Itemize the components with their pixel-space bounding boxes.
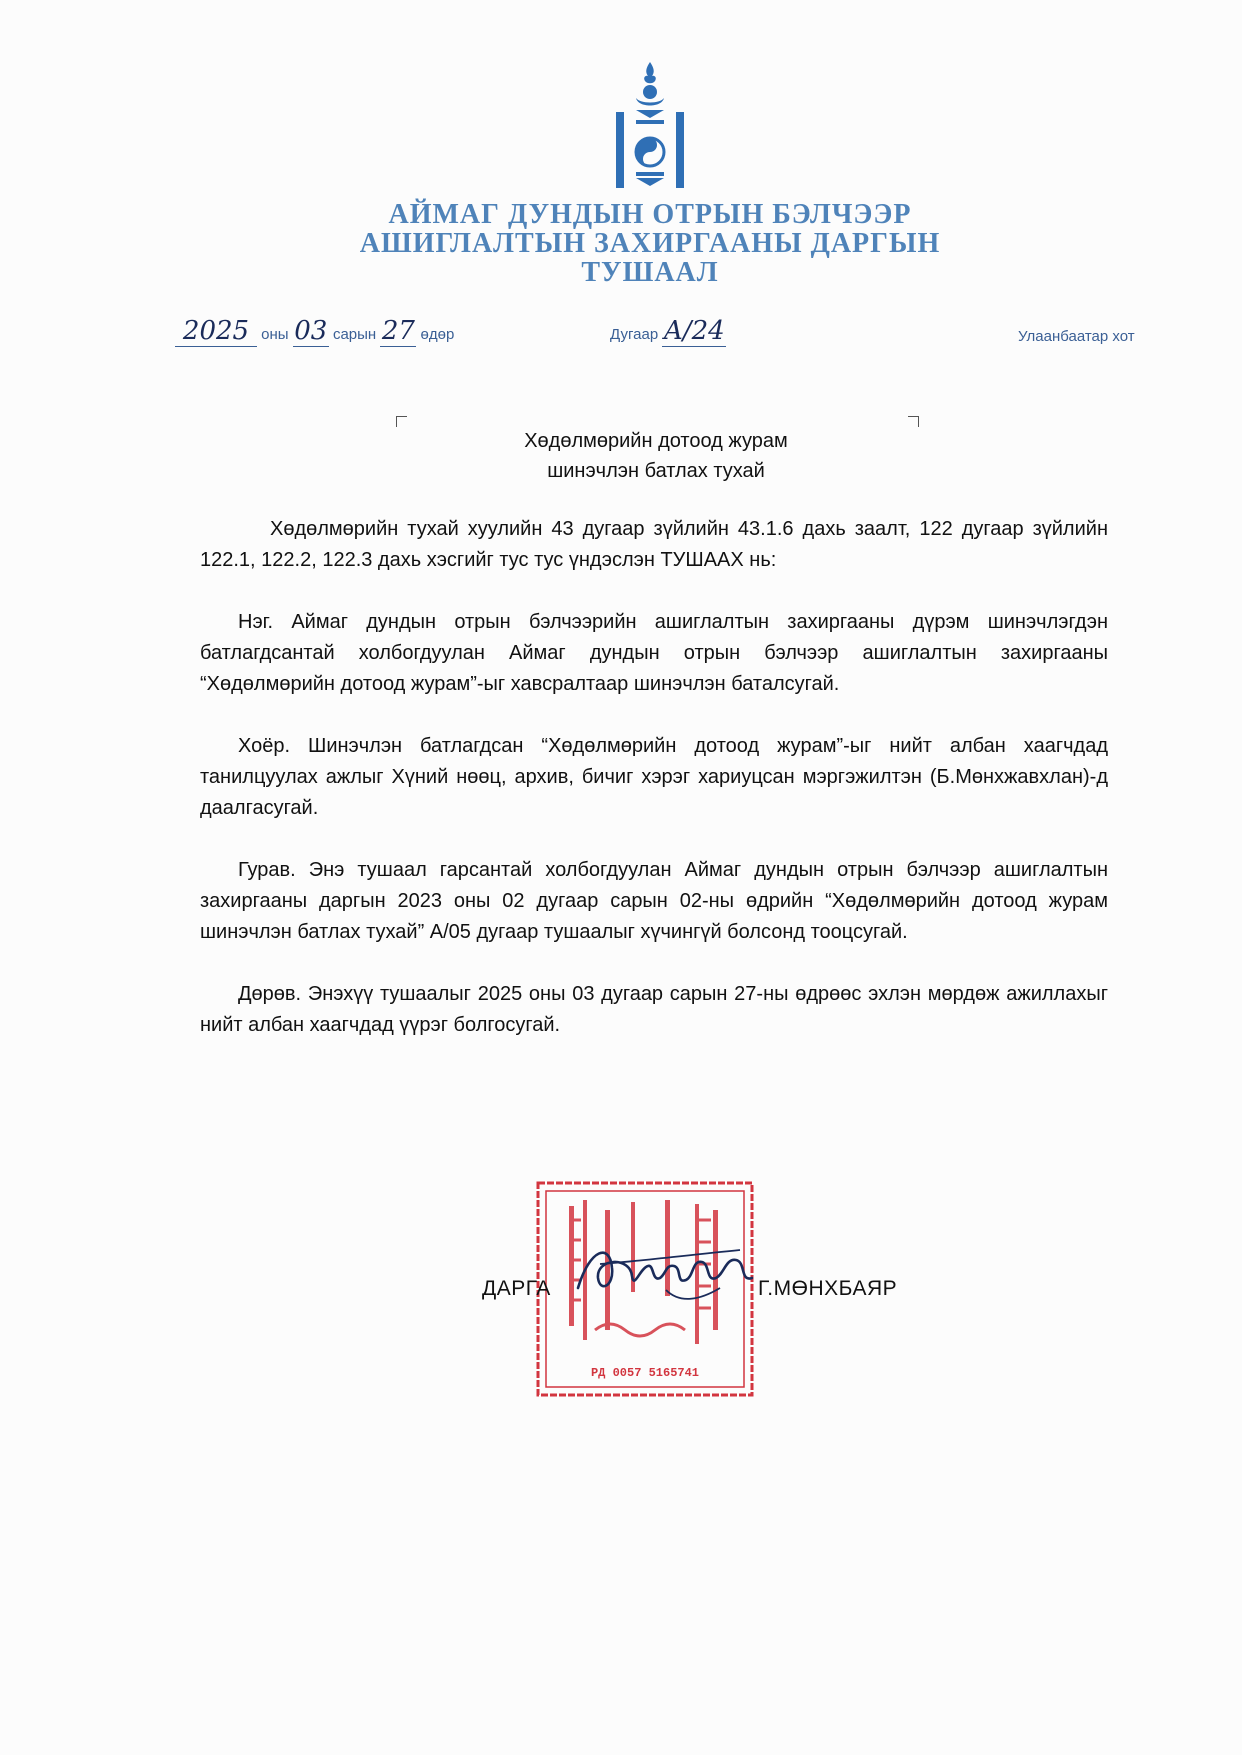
subject-line-1: Хөдөлмөрийн дотоод журам	[524, 430, 788, 452]
body-item-2: Хоёр. Шинэчлэн батлагдсан “Хөдөлмөрийн дотоод журам”-ыг нийт албан хаагчдад танилцуулах ажлыг Хүний нөөц, архив, бичиг хэрэг хариуцсан мэргэжилтэн (Б.Мөнхжавхлан)-д даалгасугай.	[200, 735, 1108, 819]
date-month-suffix: сарын	[332, 326, 377, 343]
body-item-3: Гурав. Энэ тушаал гарсантай холбогдуулан Аймаг дундын отрын бэлчээр ашиглалтын захиргааны даргын 2023 оны 02 дугаар сарын 02-ны өдрийн “Хөдөлмөрийн дотоод журам шинэчлэн батлах тухай” А/05 дугаар тушаалыг хүчингүй болсонд тооцсугай.	[200, 859, 1108, 943]
subject-line-2: шинэчлэн батлах тухай	[547, 460, 765, 482]
soyombo-emblem-icon	[612, 62, 688, 190]
date-day-suffix: өдөр	[420, 326, 455, 343]
header-line-1: АЙМАГ ДУНДЫН ОТРЫН БЭЛЧЭЭР	[388, 199, 912, 230]
header-line-3: ТУШААЛ	[581, 257, 719, 288]
document-body	[200, 514, 1108, 1072]
handwritten-signature	[570, 1238, 760, 1308]
number-label: Дугаар	[610, 326, 659, 343]
document-subject	[426, 426, 886, 486]
signer-name: Г.МӨНХБАЯР	[758, 1277, 898, 1300]
body-item-1: Нэг. Аймаг дундын отрын бэлчээрийн ашиглалтын захиргааны дүрэм шинэчлэгдэн батлагдсантай холбогдуулан Аймаг дундын отрын бэлчээр ашиглалтын захиргааны “Хөдөлмөрийн дотоод журам”-ыг хавсралтаар шинэчлэн баталсугай.	[200, 611, 1108, 695]
body-intro: Хөдөлмөрийн тухай хуулийн 43 дугаар зүйлийн 43.1.6 дахь заалт, 122 дугаар зүйлийн 122.1, 122.2, 122.3 дахь хэсгийг тус тус үндэслэн ТУШААХ нь:	[200, 518, 1108, 571]
stamp-code: РД 0057 5165741	[590, 1366, 700, 1380]
document-header	[0, 200, 1242, 287]
city-label: Улаанбаатар хот	[1018, 328, 1135, 345]
body-item-4: Дөрөв. Энэхүү тушаалыг 2025 оны 03 дугаар сарын 27-ны өдрөөс эхлэн мөрдөж ажиллахыг нийт албан хаагчдад үүрэг болгосугай.	[200, 983, 1108, 1036]
order-number-line	[610, 316, 726, 347]
corner-mark-left	[396, 416, 407, 427]
date-year: 2025	[182, 316, 250, 346]
signer-role: ДАРГА	[482, 1277, 551, 1300]
date-line	[175, 316, 454, 347]
date-year-suffix: оны	[261, 326, 289, 343]
header-line-2: АШИГЛАЛТЫН ЗАХИРГААНЫ ДАРГЫН	[359, 228, 941, 259]
date-month: 03	[294, 316, 328, 346]
order-number: A/24	[664, 316, 725, 346]
corner-mark-right	[908, 416, 919, 427]
date-day: 27	[381, 316, 415, 346]
